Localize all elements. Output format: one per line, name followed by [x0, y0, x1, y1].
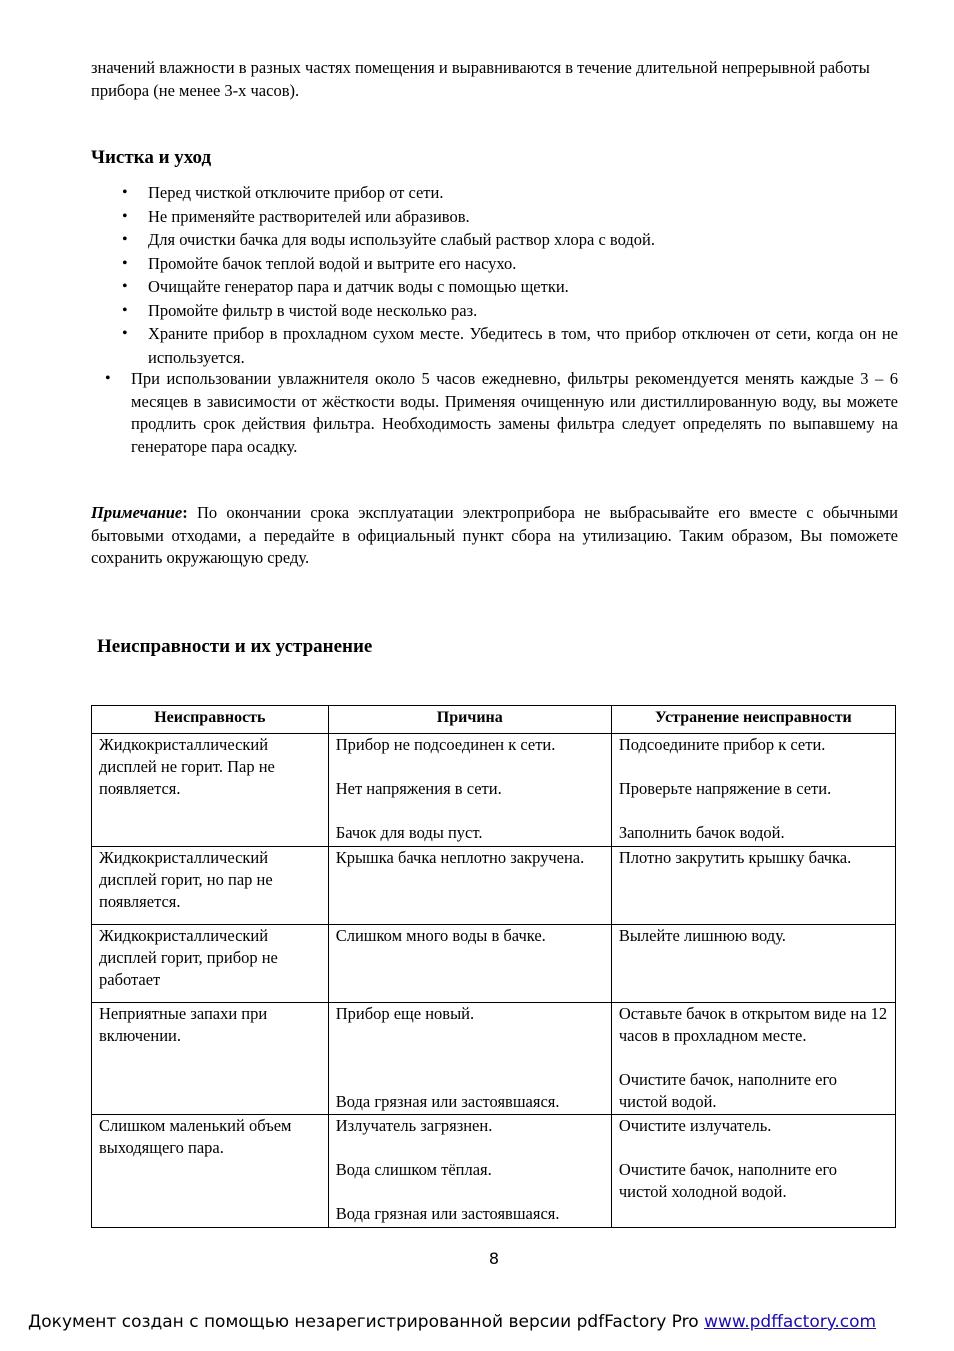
cell-text: Излучатель загрязнен. — [335, 1116, 493, 1135]
cell-text: Очистите излучатель. — [618, 1116, 772, 1135]
fix-cell — [611, 925, 895, 1003]
filter-list — [131, 368, 898, 458]
fix-cell — [611, 1003, 895, 1115]
column-header: Устранение неисправности — [611, 706, 895, 734]
cell-text: Вылейте лишнюю воду. — [618, 926, 786, 945]
cell-text: Неприятные запахи при включении. — [99, 1004, 268, 1045]
cell-text: Вода грязная или застоявшаяся. — [335, 1092, 560, 1111]
cause-cell — [328, 847, 611, 925]
column-header: Неисправность — [92, 706, 329, 734]
intro-paragraph: значений влажности в разных частях помещения и выравниваются в течение длительной непрерывной работы прибора (не менее 3-х часов). — [91, 58, 870, 100]
cell-text: Вода грязная или застоявшаяся. — [335, 1204, 560, 1223]
cell-text: Бачок для воды пуст. — [335, 823, 483, 842]
cell-text: Очистите бачок, наполните его чистой холодной водой. — [618, 1160, 838, 1201]
list-item: • Перед чисткой отключите прибор от сети. — [148, 181, 898, 205]
problem-cell — [92, 847, 329, 925]
problem-cell — [92, 1115, 329, 1228]
page-number: 8 — [488, 1249, 500, 1268]
cause-cell — [328, 1003, 611, 1115]
cell-text: Оставьте бачок в открытом виде на 12 часов в прохладном месте. — [618, 1004, 888, 1045]
cell-text: Крышка бачка неплотно закручена. — [335, 848, 585, 867]
cell-text: Плотно закрутить крышку бачка. — [618, 848, 852, 867]
table-header-row — [92, 706, 896, 734]
cell-text: Жидкокристаллический дисплей горит, но пар не появляется. — [99, 848, 273, 911]
cell-text: Проверьте напряжение в сети. — [618, 779, 832, 798]
fix-cell — [611, 734, 895, 847]
problem-cell — [92, 734, 329, 847]
problem-cell — [92, 1003, 329, 1115]
list-item: • Промойте фильтр в чистой воде несколько раз. — [148, 299, 898, 323]
fix-cell — [611, 847, 895, 925]
list-item: • Не применяйте растворителей или абразивов. — [148, 205, 898, 229]
cell-text: Жидкокристаллический дисплей горит, прибор не работает — [99, 926, 278, 989]
cause-cell — [328, 925, 611, 1003]
pdffactory-footer — [28, 1312, 876, 1332]
faults-heading: Неисправности и их устранение — [97, 636, 373, 657]
cell-text: Прибор еще новый. — [335, 1004, 475, 1023]
cause-cell — [328, 1115, 611, 1228]
cell-text: Жидкокристаллический дисплей не горит. Пар не появляется. — [99, 735, 275, 798]
footer-link[interactable]: www.pdffactory.com — [704, 1312, 877, 1332]
list-item: • Храните прибор в прохладном сухом месте. Убедитесь в том, что прибор отключен от сети, когда он не используется. — [148, 322, 898, 369]
list-item: • Очищайте генератор пара и датчик воды с помощью щетки. — [148, 275, 898, 299]
problem-cell — [92, 925, 329, 1003]
footer-text: Документ создан с помощью незарегистрированной версии pdfFactory Pro — [28, 1312, 705, 1332]
cell-text: Слишком много воды в бачке. — [335, 926, 546, 945]
cell-text: Подсоедините прибор к сети. — [618, 735, 826, 754]
table-row — [92, 1115, 896, 1228]
note-colon: : — [182, 503, 188, 522]
cell-text: Прибор не подсоединен к сети. — [335, 735, 556, 754]
note-paragraph — [91, 502, 898, 570]
cell-text: Очистите бачок, наполните его чистой водой. — [618, 1070, 838, 1111]
list-item: • Для очистки бачка для воды используйте слабый раствор хлора с водой. — [148, 228, 898, 252]
care-heading: Чистка и уход — [91, 147, 212, 168]
note-label: Примечание — [91, 503, 183, 522]
table-row — [92, 925, 896, 1003]
cell-text: Вода слишком тёплая. — [335, 1160, 492, 1179]
cell-text: Нет напряжения в сети. — [335, 779, 502, 798]
cell-text: Слишком маленький объем выходящего пара. — [99, 1116, 292, 1157]
table-row — [92, 847, 896, 925]
note-text: По окончании срока эксплуатации электроприбора не выбрасывайте его вместе с обычными бытовыми отходами, а передайте в официальный пункт сбора на утилизацию. Таким образом, Вы поможете сохранить окружающую среду. — [91, 503, 898, 567]
cell-text: Заполнить бачок водой. — [618, 823, 785, 842]
table-row — [92, 1003, 896, 1115]
fix-cell — [611, 1115, 895, 1228]
list-item: • При использовании увлажнителя около 5 часов ежедневно, фильтры рекомендуется менять каждые 3 – 6 месяцев в зависимости от жёсткости воды. Применяя очищенную или дистиллированную воду, вы можете продлить срок действия фильтра. Необходимость замены фильтра следует определять по выпавшему на генераторе пара осадку. — [131, 368, 898, 458]
cause-cell — [328, 734, 611, 847]
list-item: • Промойте бачок теплой водой и вытрите его насухо. — [148, 252, 898, 276]
column-header: Причина — [328, 706, 611, 734]
faults-table — [91, 705, 896, 1228]
care-list — [148, 181, 898, 369]
table-row — [92, 734, 896, 847]
